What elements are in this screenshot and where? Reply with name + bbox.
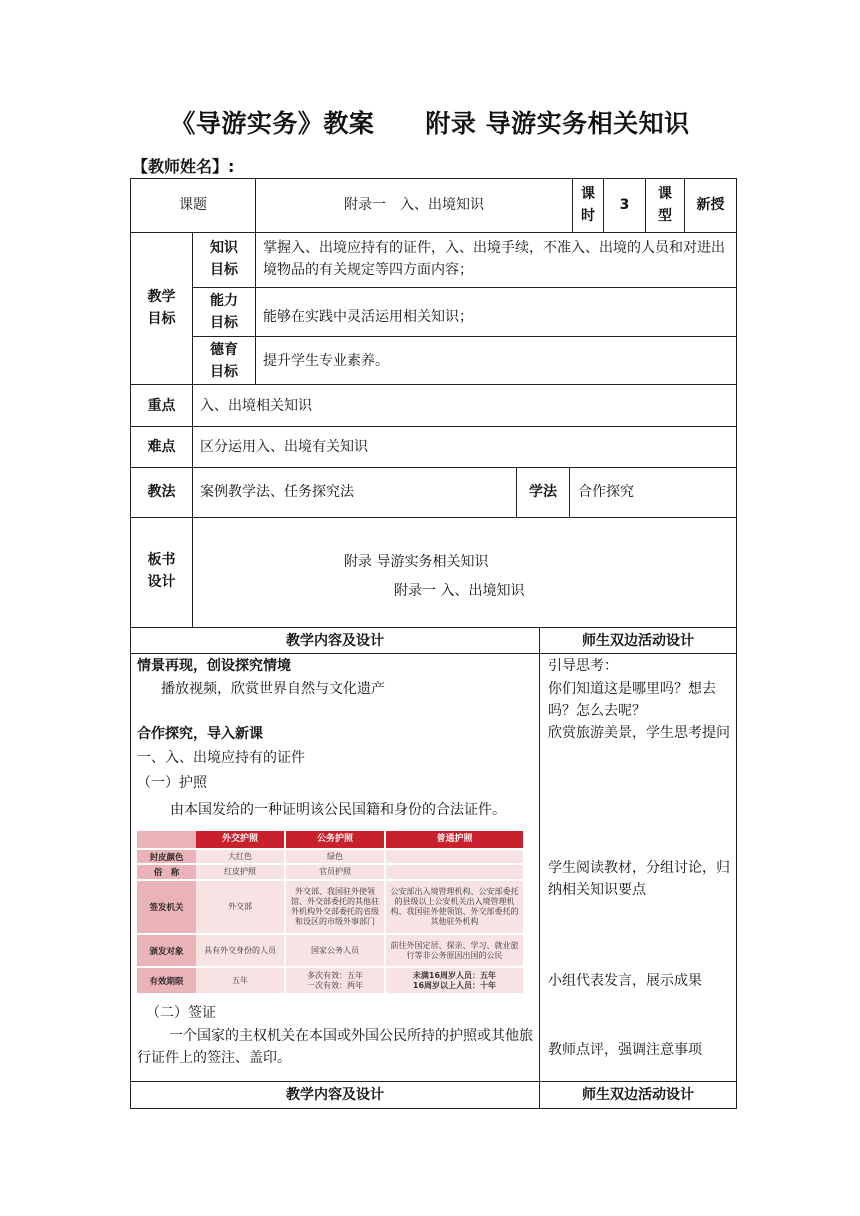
- passport-cell: 五年: [232, 975, 248, 985]
- passport-cell: 外交部、我国驻外使领馆、外交部委托的其他驻外机构外交部委托的省级和设区的市级外事部门: [291, 887, 379, 926]
- teaching-method-label: 教法: [147, 484, 176, 500]
- key-point-label: 重点: [147, 398, 176, 414]
- passport-row-label: 封皮颜色: [137, 850, 196, 863]
- knowledge-objective-text: 掌握入、出境应持有的证件，入、出境手续，不准入、出境的人员和对进出境物品的有关规定等四方面内容；: [263, 240, 725, 278]
- topic-label: 课题: [179, 197, 207, 213]
- ability-objective-text: 能够在实践中灵活运用相关知识；: [263, 309, 473, 325]
- board-line-1: 附录 导游实务相关知识: [344, 554, 489, 570]
- passport-row-label: 颁发对象: [137, 935, 196, 966]
- passport-row-label: 签发机关: [137, 881, 196, 933]
- content-paragraph-3: 一个国家的主权机关在本国或外国公民所持的护照或其他旅行证件上的签注、盖印。: [137, 1028, 533, 1066]
- content-paragraph-2: 由本国发给的一种证明该公民国籍和身份的合法证件。: [170, 802, 506, 818]
- passport-cell: [386, 850, 523, 863]
- content-subsection-passport: （一）护照: [137, 775, 207, 791]
- moral-objective-text: 提升学生专业素养。: [263, 353, 389, 369]
- content-paragraph-1: 播放视频，欣赏世界自然与文化遗产: [161, 681, 385, 697]
- content-heading-1: 情景再现，创设探究情境: [137, 658, 291, 674]
- passport-cell: 国家公务人员: [311, 945, 359, 955]
- key-point-text: 入、出境相关知识: [200, 398, 312, 414]
- activity-question: 你们知道这是哪里吗？想去吗？怎么去呢？: [548, 681, 716, 719]
- content-heading-2: 合作探究，导入新课: [137, 726, 263, 742]
- activity-present: 小组代表发言，展示成果: [548, 973, 702, 989]
- teacher-name-label: 【教师姓名】:: [132, 157, 235, 176]
- content-design-header-repeat: 教学内容及设计: [286, 1087, 384, 1103]
- passport-cell: 绿色: [327, 851, 343, 861]
- passport-cell: 红皮护照: [224, 867, 256, 876]
- learning-method-label: 学法: [529, 484, 557, 500]
- passport-comparison-table: [137, 831, 523, 993]
- document-title: 《导游实务》教案 附录 导游实务相关知识: [170, 109, 690, 138]
- passport-cell: 大红色: [228, 851, 252, 861]
- activity-read: 学生阅读教材，分组讨论，归纳相关知识要点: [548, 860, 730, 898]
- objectives-label: 教学 目标: [147, 289, 176, 327]
- passport-cell: [386, 865, 523, 879]
- hours-label: 课 时: [581, 186, 595, 224]
- activity-guide: 引导思考：: [548, 658, 618, 674]
- topic-value: 附录一 入、出境知识: [344, 197, 484, 213]
- type-label: 课 型: [658, 186, 672, 224]
- board-line-2: 附录一 入、出境知识: [394, 583, 525, 599]
- difficulty-label: 难点: [147, 439, 176, 455]
- hours-value: 3: [619, 197, 630, 213]
- learning-method-text: 合作探究: [578, 484, 634, 500]
- activity-comment: 教师点评，强调注意事项: [548, 1042, 702, 1058]
- passport-row-label: 俗 称: [137, 865, 196, 879]
- moral-objective-label: 德育 目标: [210, 342, 238, 380]
- passport-cell: 公安部出入境管理机构、公安部委托的县级以上公安机关出入境管理机构、我国驻外使领馆、外交部委托的其他驻外机构: [390, 887, 519, 926]
- content-section-1: 一、入、出境应持有的证件: [137, 750, 305, 766]
- passport-cell: 官员护照: [319, 867, 351, 876]
- knowledge-objective-label: 知识 目标: [210, 240, 238, 278]
- content-design-header: 教学内容及设计: [286, 633, 384, 649]
- passport-row-label: 有效期限: [137, 968, 196, 993]
- passport-header-ordinary: 普通护照: [386, 831, 523, 848]
- teaching-method-text: 案例教学法、任务探究法: [200, 484, 354, 500]
- difficulty-text: 区分运用入、出境有关知识: [200, 439, 368, 455]
- passport-cell: 前往外国定居、探亲、学习、就业旅行等非公务原因出国的公民: [390, 940, 519, 960]
- activity-design-header-repeat: 师生双边活动设计: [582, 1087, 694, 1103]
- content-subsection-visa: （二）签证: [146, 1005, 216, 1021]
- passport-header-diplomatic: 外交护照: [196, 831, 284, 848]
- passport-cell: 未满16周岁人员：五年 16周岁以上人员：十年: [412, 970, 497, 990]
- activity-appreciate: 欣赏旅游美景，学生思考提问: [548, 725, 730, 741]
- passport-cell: 具有外交身份的人员: [204, 945, 276, 955]
- type-value: 新授: [696, 197, 725, 213]
- passport-header-service: 公务护照: [286, 831, 384, 848]
- activity-design-header: 师生双边活动设计: [582, 633, 694, 649]
- passport-cell: 外交部: [228, 902, 252, 911]
- board-design-label: 板书 设计: [147, 552, 176, 590]
- ability-objective-label: 能力 目标: [210, 293, 238, 331]
- passport-cell: 多次有效：五年 一次有效：两年: [307, 970, 363, 990]
